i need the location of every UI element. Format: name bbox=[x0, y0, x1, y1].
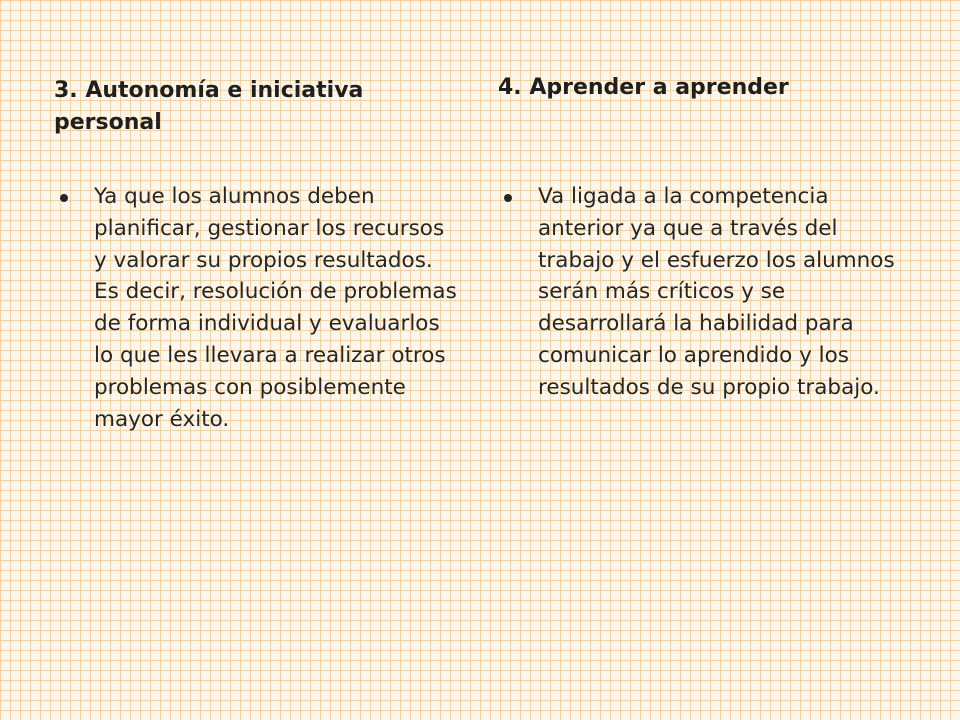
left-column-heading: 3. Autonomía e iniciativa personal bbox=[54, 78, 364, 135]
left-column-bullet: Ya que los alumnos deben planificar, gestionar los recursos y valorar su propios resultados. Es decir, resolución de problemas de forma individual y evaluarlos lo que les llevara a realizar otros problemas con posiblemente mayor éxito. bbox=[58, 181, 458, 435]
left-column-bullet-list bbox=[58, 181, 458, 435]
right-column-bullet: Va ligada a la competencia anterior ya que a través del trabajo y el esfuerzo los alumnos serán más críticos y se desarrollará la habilidad para comunicar lo aprendido y los resultados de su propio trabajo. bbox=[502, 181, 912, 404]
right-column-heading: 4. Aprender a aprender bbox=[498, 75, 789, 100]
right-column-bullet-list bbox=[502, 181, 912, 404]
